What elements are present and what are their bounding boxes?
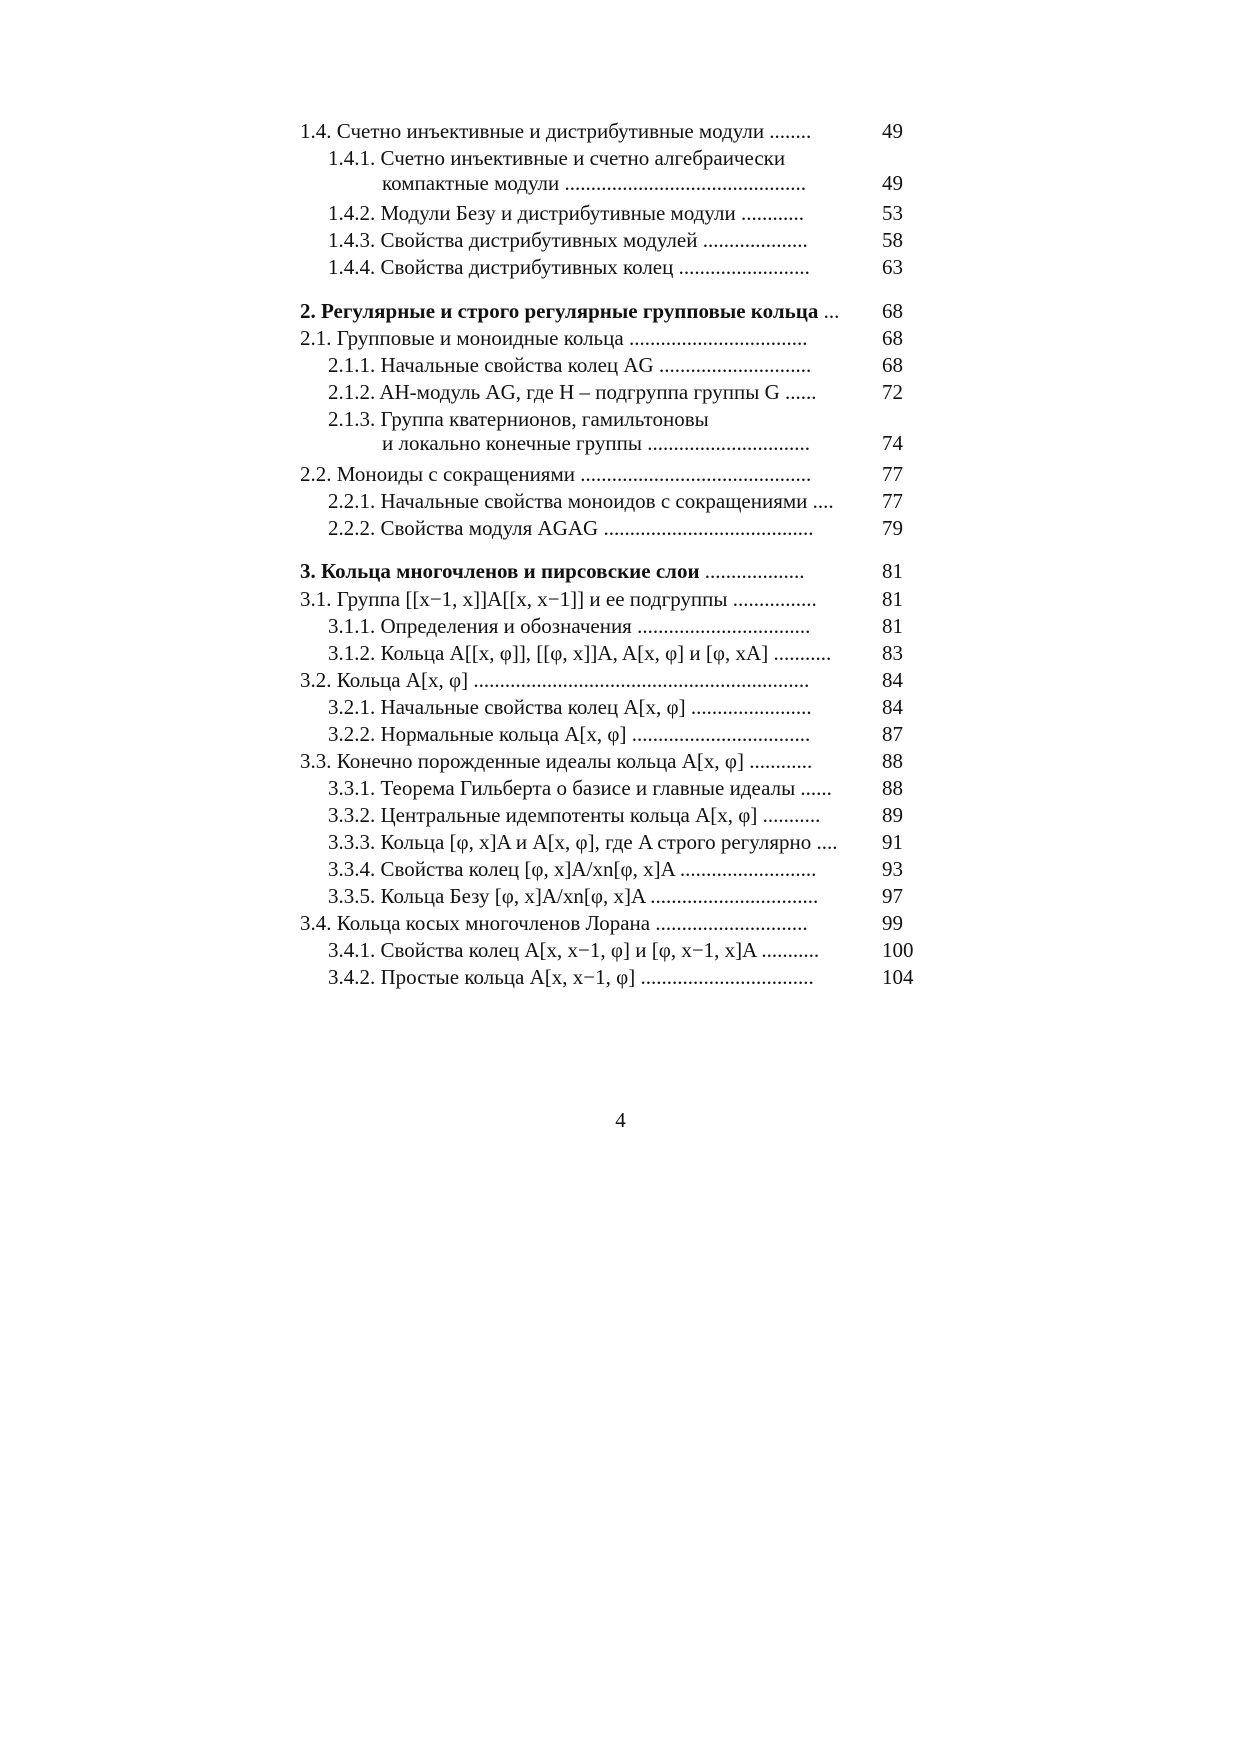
toc-entry-title: 2.1.3. Группа кватернионов, гамильтоновы xyxy=(328,407,709,431)
toc-entry[interactable] xyxy=(300,746,903,776)
toc-entry-title: 1.4.1. Счетно инъективные и счетно алгебраически xyxy=(328,146,786,170)
toc-entry-title: 3.3.1. Теорема Гильберта о базисе и главные идеалы ...... xyxy=(328,776,832,800)
toc-entry-title: 2.2.2. Свойства модуля AGAG ........................................ xyxy=(328,516,814,540)
toc-entry-page: 79 xyxy=(882,516,903,540)
toc-entry-title: 3.4.2. Простые кольца A[x, x−1, φ] ................................. xyxy=(328,965,814,989)
toc-entry[interactable] xyxy=(300,225,903,255)
toc-entry[interactable] xyxy=(300,459,903,489)
toc-entry-title: 3.4.1. Свойства колец A[x, x−1, φ] и [φ, x−1, x]A ........... xyxy=(328,938,820,962)
toc-entry[interactable] xyxy=(300,486,903,516)
toc-entry[interactable] xyxy=(300,611,903,641)
toc-entry-title: 1.4.4. Свойства дистрибутивных колец ......................... xyxy=(328,255,810,279)
toc-entry[interactable] xyxy=(300,719,903,749)
toc-entry-title: и локально конечные группы ............................... xyxy=(382,431,810,455)
toc-entry[interactable] xyxy=(300,800,903,830)
toc-entry-page: 84 xyxy=(882,668,903,692)
page-number: 4 xyxy=(615,1108,626,1132)
toc-entry-title: 3.2.2. Нормальные кольца A[x, φ] .................................. xyxy=(328,722,811,746)
toc-entry[interactable] xyxy=(300,168,903,198)
toc-entry-page: 89 xyxy=(882,803,903,827)
toc-entry[interactable] xyxy=(300,908,903,938)
toc-chapter-entry[interactable] xyxy=(300,296,903,326)
toc-entry[interactable] xyxy=(300,692,903,722)
toc-entry-title: 1.4. Счетно инъективные и дистрибутивные модули ........ xyxy=(300,119,812,143)
toc-entry[interactable] xyxy=(300,116,903,146)
toc-entry[interactable] xyxy=(300,252,903,282)
toc-entry[interactable] xyxy=(300,198,903,228)
toc-entry[interactable] xyxy=(300,665,903,695)
toc-entry-page: 58 xyxy=(882,228,903,252)
toc-entry-page: 81 xyxy=(882,587,903,611)
toc-entry-title: 3.1.2. Кольца A[[x, φ]], [[φ, x]]A, A[x, φ] и [φ, xA] ........... xyxy=(328,641,832,665)
toc-entry-title: 3.3.2. Центральные идемпотенты кольца A[x, φ] ........... xyxy=(328,803,821,827)
toc-chapter-entry[interactable] xyxy=(300,556,903,586)
toc-entry[interactable] xyxy=(300,428,903,458)
toc-entry-page: 93 xyxy=(882,857,903,881)
toc-entry-page: 88 xyxy=(882,749,903,773)
toc-entry-title: 2.1.2. AH-модуль AG, где H – подгруппа группы G ...... xyxy=(328,380,817,404)
toc-entry[interactable] xyxy=(300,584,903,614)
toc-entry[interactable] xyxy=(300,377,903,407)
toc-entry[interactable] xyxy=(300,773,903,803)
toc-entry-page: 49 xyxy=(882,119,903,143)
toc-entry-page: 88 xyxy=(882,776,903,800)
toc-entry-page: 53 xyxy=(882,201,903,225)
toc-entry-title: 3.1. Группа [[x−1, x]]A[[x, x−1]] и ее подгруппы ................ xyxy=(300,587,817,611)
toc-entry-title: 2.1.1. Начальные свойства колец AG ............................. xyxy=(328,353,812,377)
toc-entry-title: 3.3.3. Кольца [φ, x]A и A[x, φ], где A строго регулярно .... xyxy=(328,830,838,854)
toc-entry-page: 97 xyxy=(882,884,903,908)
toc-entry-page: 81 xyxy=(882,559,903,583)
toc-entry-page: 77 xyxy=(882,462,903,486)
toc-entry-page: 68 xyxy=(882,353,903,377)
toc-entry-page: 87 xyxy=(882,722,903,746)
toc-entry-page: 68 xyxy=(882,299,903,323)
toc-entry-title: 2. Регулярные и строго регулярные групповые кольца ... xyxy=(300,299,840,323)
toc-entry[interactable] xyxy=(300,935,914,965)
toc-entry[interactable] xyxy=(300,638,903,668)
toc-entry-page: 49 xyxy=(882,171,903,195)
toc-entry[interactable] xyxy=(300,962,914,992)
toc-entry[interactable] xyxy=(300,827,903,857)
toc-entry-page: 104 xyxy=(882,965,914,989)
toc-entry-page: 99 xyxy=(882,911,903,935)
toc-entry-page: 84 xyxy=(882,695,903,719)
toc-entry-title: 2.2.1. Начальные свойства моноидов с сокращениями .... xyxy=(328,489,834,513)
toc-entry-page: 91 xyxy=(882,830,903,854)
toc-entry-title: 3.4. Кольца косых многочленов Лорана ............................. xyxy=(300,911,808,935)
toc-entry-title: 3.3.5. Кольца Безу [φ, x]A/xn[φ, x]A ................................ xyxy=(328,884,819,908)
toc-entry[interactable] xyxy=(300,323,903,353)
toc-entry-page: 63 xyxy=(882,255,903,279)
toc-entry-title: 1.4.3. Свойства дистрибутивных модулей .................... xyxy=(328,228,808,252)
toc-entry-page: 83 xyxy=(882,641,903,665)
toc-entry-title: 3.2.1. Начальные свойства колец A[x, φ] ....................... xyxy=(328,695,812,719)
toc-entry-title: 3.1.1. Определения и обозначения ................................. xyxy=(328,614,811,638)
toc-entry[interactable] xyxy=(300,854,903,884)
toc-entry-title: 2.2. Моноиды с сокращениями ............................................ xyxy=(300,462,812,486)
toc-entry-page: 100 xyxy=(882,938,914,962)
toc-entry-title: 3.2. Кольца A[x, φ] ................................................................ xyxy=(300,668,810,692)
toc-entry[interactable] xyxy=(300,513,903,543)
toc-entry-title: компактные модули .............................................. xyxy=(382,171,807,195)
toc-entry-title: 3.3. Конечно порожденные идеалы кольца A[x, φ] ............ xyxy=(300,749,813,773)
toc-entry-title: 2.1. Групповые и моноидные кольца .................................. xyxy=(300,326,808,350)
toc-entry[interactable] xyxy=(300,881,903,911)
toc-entry-page: 72 xyxy=(882,380,903,404)
toc-entry-page: 81 xyxy=(882,614,903,638)
toc-entry-title: 1.4.2. Модули Безу и дистрибутивные модули ............ xyxy=(328,201,804,225)
toc-entry-page: 77 xyxy=(882,489,903,513)
toc-entry-page: 74 xyxy=(882,431,903,455)
toc-entry-page: 68 xyxy=(882,326,903,350)
toc-entry-title: 3.3.4. Свойства колец [φ, x]A/xn[φ, x]A .......................... xyxy=(328,857,817,881)
toc-entry[interactable] xyxy=(300,350,903,380)
toc-entry-title: 3. Кольца многочленов и пирсовские слои ................... xyxy=(300,559,805,583)
